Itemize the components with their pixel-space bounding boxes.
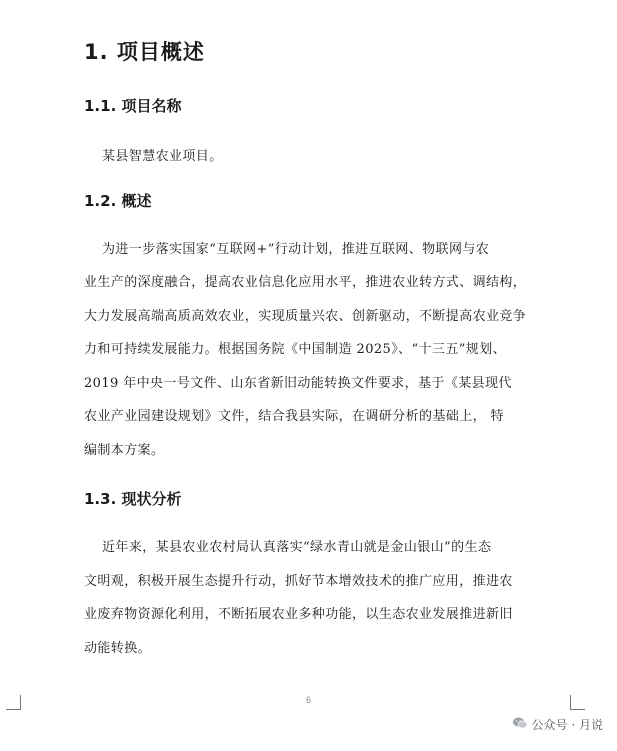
- paragraph-line: 2019 年中央一号文件、山东省新旧动能转换文件要求，基于《某县现代: [84, 376, 512, 391]
- watermark: [512, 715, 603, 734]
- paragraph-line: 业生产的深度融合，提高农业信息化应用水平，推进农业转方式、调结构，: [84, 275, 527, 290]
- heading-project-name: 1.1. 项目名称: [84, 97, 182, 115]
- heading-project-overview: 1. 项目概述: [84, 40, 205, 64]
- watermark-text: 公众号 · 月说: [531, 718, 603, 732]
- page-number: 6: [305, 695, 311, 705]
- paragraph-line: 力和可持续发展能力。根据国务院《中国制造 2025》、“十三五”规划、: [84, 342, 507, 357]
- paragraph-line: 某县智慧农业项目。: [102, 149, 223, 164]
- paragraph-line: 文明观，积极开展生态提升行动，抓好节本增效技术的推广应用，推进农: [84, 574, 513, 589]
- heading-overview: 1.2. 概述: [84, 192, 152, 210]
- wechat-icon: [512, 715, 528, 734]
- paragraph-line: 大力发展高端高质高效农业，实现质量兴农、创新驱动，不断提高农业竞争: [84, 309, 527, 324]
- paragraph-line: 动能转换。: [84, 641, 152, 656]
- paragraph-line: 为进一步落实国家“互联网+”行动计划，推进互联网、物联网与农: [102, 242, 490, 257]
- paragraph-line: 编制本方案。: [84, 443, 165, 458]
- heading-status-analysis: 1.3. 现状分析: [84, 490, 182, 508]
- paragraph-line: 农业产业园建设规划》文件，结合我县实际，在调研分析的基础上， 特: [84, 409, 504, 424]
- paragraph-line: 业废弃物资源化利用，不断拓展农业多种功能，以生态农业发展推进新旧: [84, 607, 513, 622]
- paragraph-line: 近年来，某县农业农村局认真落实“绿水青山就是金山银山”的生态: [102, 540, 492, 555]
